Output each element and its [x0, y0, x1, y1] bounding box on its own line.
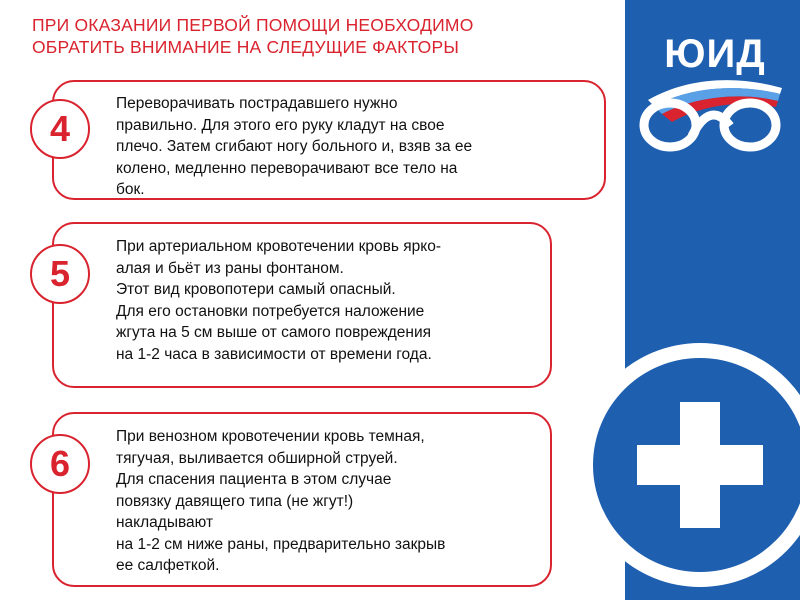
factor-text-4: Переворачивать пострадавшего нужно правильно. Для этого его руку кладут на свое плечо. Затем сгибают ногу больного и, взяв за ее колено, медленно переворачивают все тело на бок. — [116, 95, 473, 198]
logo-text: ЮИД — [664, 32, 766, 76]
factor-number-6: 6 — [30, 434, 90, 494]
factor-number-4: 4 — [30, 99, 90, 159]
factor-text-6: При венозном кровотечении кровь темная, тягучая, выливается обширной струей. Для спасения пациента в этом случае повязку давящего типа (не жгут!) накладывают на 1-2 см ниже раны, предварительно закрыв ее салфеткой. — [116, 428, 446, 574]
factor-text-5: При артериальном кровотечении кровь ярко- алая и бьёт из раны фонтаном. Этот вид кровопотери самый опасный. Для его остановки потребуется наложение жгута на 5 см выше от самого повреждения на 1-2 часа в зависимости от времени года. — [116, 238, 441, 363]
factor-number-5: 5 — [30, 244, 90, 304]
page-title: ПРИ ОКАЗАНИИ ПЕРВОЙ ПОМОЩИ НЕОБХОДИМО ОБРАТИТЬ ВНИМАНИЕ НА СЛЕДУЩИЕ ФАКТОРЫ — [32, 15, 474, 57]
yuid-bicycle-logo-icon — [630, 70, 795, 160]
medical-cross-icon — [555, 330, 800, 600]
